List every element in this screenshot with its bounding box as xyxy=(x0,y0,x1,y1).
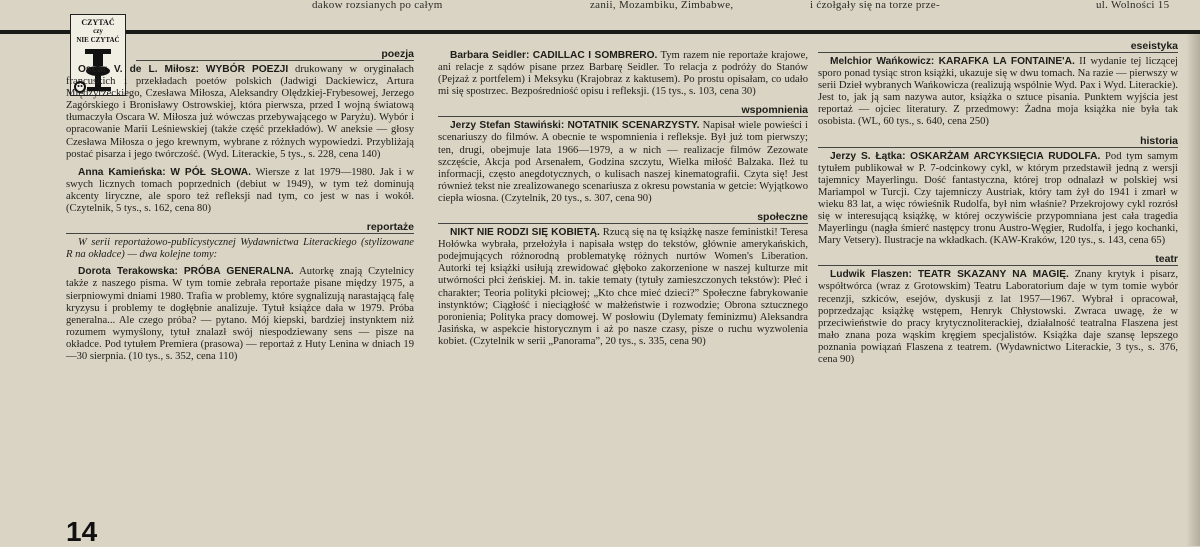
rubric-theatre: teatr xyxy=(818,253,1178,266)
review-author: Jerzy S. Łątka: xyxy=(830,150,906,162)
review-author: Oscar V. de L. Miłosz: xyxy=(78,64,200,75)
review-nikt-nie-rodzi-sie-kobieta xyxy=(438,227,808,348)
review-stawinski xyxy=(438,120,808,205)
header-rule xyxy=(0,30,1200,34)
review-flaszen xyxy=(818,269,1178,366)
strip-fragment-2: zanii, Mozambiku, Zimbabwe, xyxy=(590,0,734,11)
review-body: Znany krytyk i pisarz, współtwórca (wraz z Grotowskim) Teatru Laboratorium daje w tym tomie wybór recenzji, szkiców, esejów, dyskusji z lat 1957—1967. Wybrał i opracował, poprzedzając książkę wstępem, Henryk Chłystowski. Zwraca uwagę, że w przeciwieństwie do pracy krytycznoliterackiej, działalność teatralna Flaszena jest mało znana poza wąskim kręgiem specjalistów. Książka daje szansę lepszego poznania powiązań Flaszena z teatrem. (Wydawnictwo Literackie, 3 tys., s. 376, cena 90) xyxy=(818,269,1178,365)
rubric-poetry: poezja xyxy=(136,48,414,61)
review-author: Anna Kamieńska: xyxy=(78,166,166,178)
review-title: WYBÓR POEZJI xyxy=(205,64,289,75)
rubric-essays: eseistyka xyxy=(818,40,1178,53)
review-body: Pod tym samym tytułem publikował w P. 7-odcinkowy cykl, w którym przedstawił jedną z wersji tajemnicy Mayerlingu. Dość fantastyczna, której trop odnalazł w polskiej wsi Mariampol w Turcji. Czy tajemniczy Austriak, który tam żył do 1941 i zmarł w wieku 83 lat, a więc rówieśnik Rudolfa, był nim właśnie? Przekrojowy cykl rozrósł się w interesującą książkę, w której oczywiście przypomniana jest cała tragedia Mayerlingu (nagła śmierć następcy tronu Austro-Węgier, Rudolfa, i jego kochanki, Mary Vetsery). Ilustracje na wkładkach. (KAW-Kraków, 120 tys., s. 143, cena 65) xyxy=(818,150,1178,247)
review-title: NIKT NIE RODZI SIĘ KOBIETĄ. xyxy=(450,227,600,239)
review-body: Autorkę znają Czytelnicy także z naszego pisma. W tym tomie zebrała reportaże pisane między 1975, a sierpniowymi dniami 1980. Trafia w problemy, które sygnalizują narastającą falę kryzysu i problemy te dogłębnie analizuje. Tytuł książce dała w 1979. Próba generalna... Ale czego próba? — pytano. Mój kiepski, bardziej instynktem niż rozumem wymyślony, tytuł znalazł swój niespodziewany sens — pisze na okładce. Pod tytułem Premiera (prasowa) — reportaż z Huty Lenina w dniach 19—30 sierpnia. (10 tys., s. 352, cena 110) xyxy=(66,266,414,362)
strip-fragment-4: ul. Wolności 15 xyxy=(1096,0,1170,11)
rubric-history: historia xyxy=(818,135,1178,148)
strip-fragment-1: dakow rozsianych po całym xyxy=(312,0,443,11)
section-intro: W serii reportażowo-publicystycznej Wydawnictwa Literackiego (stylizowane R na okładce) — dwa kolejne tomy: xyxy=(66,237,414,261)
review-title: W PÓŁ SŁOWA. xyxy=(170,166,251,178)
review-seidler xyxy=(438,50,808,98)
review-author: Melchior Wańkowicz: xyxy=(830,56,935,67)
review-body: Wiersze z lat 1979—1980. Jak i w swych licznych tomach poprzednich (debiut w 1949), w tym też dominują akcenty liryczne, ale sporo też refleksji nad tym, co jest w nas i wokół. (Czytelnik, 5 tys., s. 162, cena 80) xyxy=(66,166,415,215)
review-latka xyxy=(818,151,1178,248)
strip-fragment-3: i ćzołgały się na torze prze- xyxy=(810,0,940,11)
column-left xyxy=(66,38,414,369)
review-body: Rzucą się na tę książkę nasze feministki! Teresa Hołówka wybrała, przełożyła i napisała wstęp do tekstów, głównie amerykańskich, podejmujących różnorodną problematykę różnych nurtów Women's Liberation. Autorki tej książki usiłują zrewidować głęboko zakorzenione w naszej kulturze mit utwórności płci żeńskiej. M. in. takie tematy (tytuły zamieszczonych tekstów): Płeć i charakter; Teoria polityki płciowej; „Kto chce mieć dzieci?” Społeczne fabrykowanie instynktów; Ciągłość i nieciągłość w małżeństwie i rozwodzie; Obrona sztucznego poronienia; Polityka pracy domowej. W posłowiu (Dylematy feminizmu) Aleksandra Jasińska, w aspekcie historycznym i aż po nasze czasy, pisze o ruchu wyzwolenia kobiet. (Czytelnik w serii „Panorama”, 20 tys., s. 335, cena 90) xyxy=(438,227,809,347)
page-number: 14 xyxy=(66,516,98,547)
logo-line-1: CZYTAĆ xyxy=(81,18,115,27)
logo-line-2: czy xyxy=(93,27,103,35)
review-milosz xyxy=(66,64,414,161)
review-body: drukowany w oryginałach francuskich i przekładach poetów polskich (Jadwigi Dackiewicz, Artura Międzyrzeckiego, Czesława Miłosza, Aleksandry Olędzkiej-Frybesowej, Jerzego Zagórskiego i Bronisławy Ostrowskiej, która pierwsza, przed I wojną światową tłumaczyła Oscara W. Miłosza już wówczas przebywającego w Paryżu). Wybór i opracowanie Marii Leśniewskiej (także część przekładów). W aneksie — głosy Czesława Miłosza o jego krewnym, wybrane z różnych wypowiedzi. Przybliżają postać pisarza i jego twórczość. (Wyd. Literackie, 5 tys., s. 228, cena 140) xyxy=(66,64,414,160)
column-right xyxy=(818,38,1178,372)
review-author: Dorota Terakowska: xyxy=(78,266,178,278)
review-author: Barbara Seidler: xyxy=(450,50,530,61)
review-author: Jerzy Stefan Stawiński: xyxy=(450,120,565,132)
review-title: PRÓBA GENERALNA. xyxy=(183,266,294,278)
review-terakowska xyxy=(66,266,414,363)
review-title: CADILLAC I SOMBRERO. xyxy=(532,50,658,61)
review-kamienska xyxy=(66,167,414,215)
review-title: OSKARŻAM ARCYKSIĘCIA RUDOLFA. xyxy=(910,150,1101,162)
review-body: II wydanie tej liczącej sporo ponad tysiąc stron książki, ukazuje się w dwu tomach. Na razie — pierwszy w serii Dzieł wybranych Wańkowicza (realizują wspólnie Wyd. Pax i Wyd. Literackie). Jest to, jak ją sam nazywa autor, książka o sztuce pisania. Punktem wyjścia jest reportaż — ojciec literatury. Z przedmowy: Żadna moja książka nie była tak osobista. (WL, 60 tys., s. 640, cena 250) xyxy=(818,56,1178,128)
rubric-memoirs: wspomnienia xyxy=(438,104,808,117)
logo-line-3: NIE CZYTAĆ xyxy=(76,36,120,44)
review-body: Napisał wiele powieści i scenariuszy do filmów. A obecnie te wspomnienia i refleksje. Był już tom pierwszy; ten, drugi, obejmuje lata 1966—1979, a w nich — realizacje filmów Zezowate szczęście, Akcja pod Arsenałem, Godzina szczytu, Wielka miłość Balzaka. Ileż tu informacji, często anegdotycznych, o kulisach naszej kinematografii. Czyta się! Jest również tekst nie zrealizowanego scenariusza z okresu powstania w getcie: Wyjątkowo ciepła wiosna. (Czytelnik, 20 tys., s. 307, cena 90) xyxy=(438,120,809,204)
review-title: KARAFKA LA FONTAINE'A. xyxy=(938,56,1075,67)
column-middle xyxy=(438,38,808,354)
rubric-reportage: reportaże xyxy=(66,221,414,234)
rubric-social: społeczne xyxy=(438,211,808,224)
review-wankowicz xyxy=(818,56,1178,129)
page-fold-shadow xyxy=(1186,34,1200,546)
review-title: NOTATNIK SCENARZYSTY. xyxy=(567,120,700,132)
review-author: Ludwik Flaszen: xyxy=(830,269,912,281)
previous-article-strip xyxy=(0,0,1200,14)
review-body: Tym razem nie reportaże krajowe, ani relacje z sądów pisane przez Barbarę Seidler. To relacja z podróży do Stanów (Pejzaż z portfelem) i Meksyku (Krajobraz z kaktusem). Po prostu opisałam, co udało mi się spostrzec. Bezpośredniość opisu i refleksji. (15 tys., s. 103, cena 30) xyxy=(438,50,808,98)
review-title: TEATR SKAZANY NA MAGIĘ. xyxy=(917,269,1069,281)
